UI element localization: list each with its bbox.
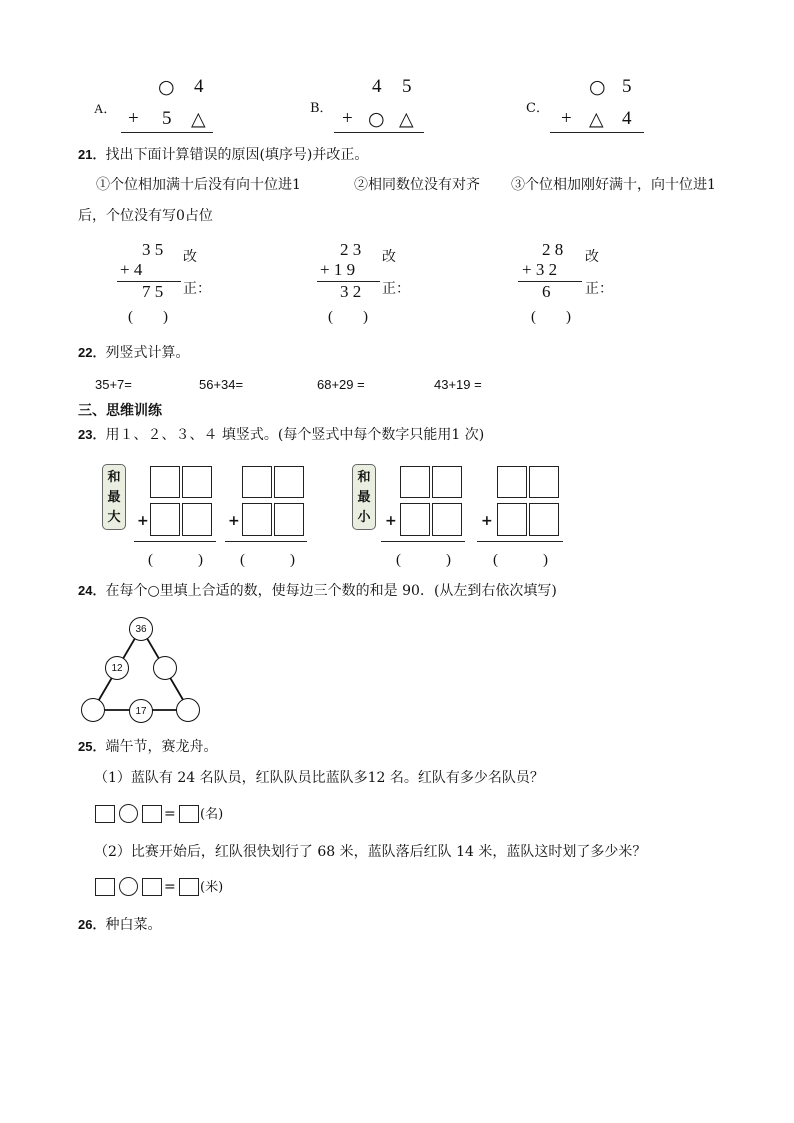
max-sum-tag: 和 最 大	[102, 464, 126, 530]
q21-question	[78, 146, 368, 164]
max-b-line	[225, 541, 307, 542]
q21-reason-3-cont: 后，个位没有写0占位	[78, 208, 213, 224]
eq1-box-2[interactable]	[142, 805, 162, 823]
eq2-unit: (米)	[200, 880, 224, 895]
max-c-ones-box[interactable]	[274, 466, 304, 498]
min-b-line	[477, 541, 563, 542]
option-a-label: A．	[94, 101, 117, 116]
p3-addend-2: + 3 2	[522, 260, 558, 279]
circle-bottom-left[interactable]	[81, 698, 105, 722]
option-a-top-1: ○	[158, 76, 175, 98]
min-a-line	[381, 541, 465, 542]
eq1-unit: (名)	[200, 807, 224, 822]
max-b-tens-box[interactable]	[150, 503, 180, 536]
max-b-answer-paren[interactable]: ( )	[240, 552, 295, 568]
eq1-op-circle[interactable]	[119, 804, 138, 823]
option-b-bottom-3: △	[399, 108, 414, 130]
p1-addend-1: 3 5	[142, 240, 164, 259]
max-c-tens-box[interactable]	[242, 466, 272, 498]
p3-result: 6	[542, 282, 551, 301]
min-a-ones-box[interactable]	[432, 466, 462, 498]
min-b-ones-box[interactable]	[432, 503, 462, 536]
p1-answer-paren[interactable]: ( )	[128, 309, 168, 325]
q22-item-3: 68+29 =	[317, 377, 365, 392]
max-a-line	[134, 541, 216, 542]
max-a-tens-box[interactable]	[150, 466, 180, 498]
eq1-box-1[interactable]	[95, 805, 115, 823]
p1-gai: 改	[183, 249, 197, 265]
option-b-bottom-2: ○	[368, 108, 385, 130]
q23-text: 用１、２、３、４ 填竖式。(每个竖式中每个数字只能用1 次)	[105, 427, 485, 443]
p2-answer-paren[interactable]: ( )	[328, 309, 368, 325]
option-a-bottom-1: +	[128, 108, 139, 129]
eq1-equals: =	[164, 806, 176, 822]
q22-text: 列竖式计算。	[105, 345, 190, 361]
q21-reason-2: ②相同数位没有对齐	[354, 177, 480, 193]
q21-reason-3: ③个位相加刚好满十，向十位进1	[511, 177, 716, 193]
option-c-top-2: 5	[622, 76, 632, 97]
q22-number: 22．	[78, 345, 106, 360]
option-c-label: C．	[526, 101, 549, 116]
p2-addend-1: 2 3	[340, 240, 362, 259]
circle-right-mid[interactable]	[153, 656, 177, 680]
q22-question	[78, 344, 189, 362]
eq2-box-2[interactable]	[142, 878, 162, 896]
min-a-answer-paren[interactable]: ( )	[396, 552, 451, 568]
eq2-op-circle[interactable]	[119, 877, 138, 896]
p1-zheng: 正：	[183, 281, 211, 297]
p1-result: 7 5	[142, 282, 164, 301]
min-d-tens-box[interactable]	[497, 503, 527, 536]
q21-reason-1: ①个位相加满十后没有向十位进1	[96, 177, 301, 193]
min-c-ones-box[interactable]	[529, 466, 559, 498]
option-b-label: B．	[310, 101, 333, 116]
max-a-plus: +	[137, 513, 149, 529]
p2-zheng: 正：	[382, 281, 410, 297]
circle-bottom-right[interactable]	[176, 698, 200, 722]
p2-result: 3 2	[340, 282, 362, 301]
q23-question	[78, 426, 484, 444]
circle-left-mid: 12	[105, 656, 129, 680]
q22-item-2: 56+34=	[199, 377, 244, 392]
q22-item-1: 35+7=	[95, 377, 132, 392]
option-a-bottom-2: 5	[162, 108, 172, 129]
q24-text: 在每个○里填上合适的数，使每边三个数的和是 90．(从左到右依次填写)	[105, 583, 557, 599]
p2-gai: 改	[382, 249, 396, 265]
q22-item-4: 43+19 =	[434, 377, 482, 392]
circle-bottom-mid: 17	[129, 699, 153, 723]
q26-text: 种白菜。	[105, 917, 162, 933]
q21-text: 找出下面计算错误的原因(填序号)并改正。	[105, 147, 369, 163]
option-a-bottom-3: △	[191, 108, 206, 130]
option-b-top-2: 5	[402, 76, 412, 97]
max-a-ones-box[interactable]	[182, 466, 212, 498]
q21-number: 21．	[78, 147, 106, 162]
min-a-tens-box[interactable]	[400, 466, 430, 498]
option-c-bottom-1: +	[561, 108, 572, 129]
eq2-box-result[interactable]	[179, 878, 199, 896]
option-a-top-2: 4	[194, 76, 204, 97]
q25-sub-1: （1）蓝队有 24 名队员，红队队员比蓝队多12 名。红队有多少名队员？	[94, 770, 544, 786]
option-b-line	[334, 132, 424, 133]
circle-top: 36	[129, 617, 153, 641]
min-b-answer-paren[interactable]: ( )	[493, 552, 548, 568]
max-b-plus: +	[228, 513, 240, 529]
max-a-answer-paren[interactable]: ( )	[148, 552, 203, 568]
q24-number: 24．	[78, 583, 106, 598]
max-b-ones-box[interactable]	[182, 503, 212, 536]
q26-question	[78, 916, 161, 934]
min-a-plus: +	[385, 513, 397, 529]
min-b-plus: +	[481, 513, 493, 529]
p3-addend-1: 2 8	[542, 240, 564, 259]
p3-zheng: 正：	[585, 281, 613, 297]
q24-question	[78, 582, 557, 600]
option-b-top-1: 4	[372, 76, 382, 97]
p2-addend-2: + 1 9	[320, 260, 356, 279]
section-3-heading: 三、思维训练	[78, 403, 162, 419]
q23-number: 23．	[78, 427, 106, 442]
option-a-line	[121, 132, 213, 133]
option-c-line	[550, 132, 644, 133]
p3-answer-paren[interactable]: ( )	[531, 309, 571, 325]
option-c-bottom-3: 4	[622, 108, 632, 129]
min-c-tens-box[interactable]	[497, 466, 527, 498]
p1-addend-2: + 4	[120, 260, 143, 279]
p3-gai: 改	[585, 249, 599, 265]
max-d-tens-box[interactable]	[242, 503, 272, 536]
option-b-bottom-1: +	[342, 108, 353, 129]
min-b-tens-box[interactable]	[400, 503, 430, 536]
q25-text: 端午节，赛龙舟。	[105, 739, 218, 755]
max-d-ones-box[interactable]	[274, 503, 304, 536]
eq1-box-result[interactable]	[179, 805, 199, 823]
min-sum-tag: 和 最 小	[352, 464, 376, 530]
option-c-top-1: ○	[589, 76, 606, 98]
q25-sub-2: （2）比赛开始后，红队很快划行了 68 米，蓝队落后红队 14 米，蓝队这时划了多少米？	[94, 844, 647, 860]
min-d-ones-box[interactable]	[529, 503, 559, 536]
option-c-bottom-2: △	[589, 108, 604, 130]
eq2-equals: =	[164, 879, 176, 895]
q25-question	[78, 738, 217, 756]
q25-number: 25．	[78, 739, 106, 754]
q26-number: 26．	[78, 917, 106, 932]
eq2-box-1[interactable]	[95, 878, 115, 896]
